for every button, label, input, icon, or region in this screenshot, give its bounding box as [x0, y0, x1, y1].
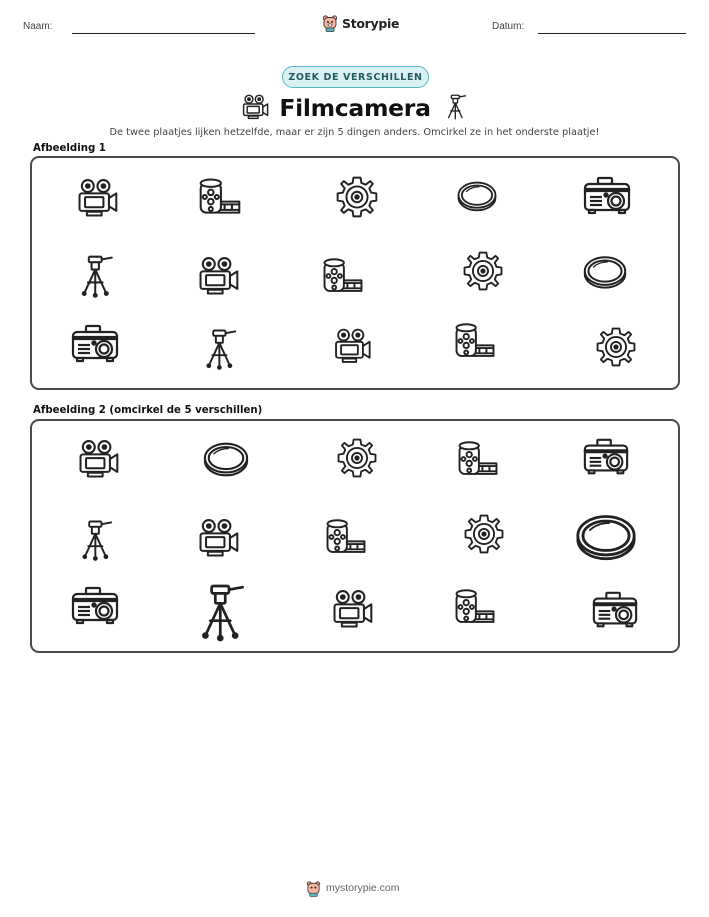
film-reel-icon — [197, 174, 243, 220]
movie-camera-icon — [240, 92, 270, 122]
panel-1-label: Afbeelding 1 — [33, 143, 106, 154]
film-reel-icon — [453, 319, 497, 363]
lens-icon[interactable] — [574, 505, 638, 569]
activity-badge: ZOEK DE VERSCHILLEN — [282, 66, 429, 88]
film-reel-icon[interactable] — [324, 515, 368, 559]
brand-logo — [322, 13, 399, 33]
date-line[interactable] — [538, 33, 686, 34]
movie-camera-icon — [195, 253, 241, 299]
brand-name: Storypie — [342, 15, 400, 31]
projector-icon — [582, 172, 632, 222]
name-label: Naam: — [23, 21, 53, 32]
storypie-mascot-icon — [322, 14, 338, 32]
film-reel-icon[interactable] — [453, 585, 497, 629]
lens-icon[interactable] — [202, 435, 250, 483]
lens-icon — [582, 249, 628, 295]
film-reel-icon — [321, 254, 365, 298]
date-label: Datum: — [492, 21, 525, 32]
tripod-icon — [75, 253, 121, 299]
gear-icon — [595, 326, 637, 368]
name-line[interactable] — [72, 33, 255, 34]
page-title: Filmcamera — [279, 94, 431, 122]
gear-icon — [335, 175, 379, 219]
projector-icon[interactable] — [70, 582, 120, 632]
projector-icon[interactable] — [582, 434, 630, 482]
movie-camera-icon — [74, 175, 120, 221]
gear-icon[interactable] — [336, 437, 378, 479]
projector-icon[interactable] — [591, 587, 639, 635]
projector-icon — [70, 320, 120, 370]
movie-camera-icon — [331, 325, 373, 367]
tripod-icon[interactable] — [193, 581, 255, 643]
footer — [306, 878, 400, 898]
gear-icon[interactable] — [463, 513, 505, 555]
instructions: De twee plaatjes lijken hetzelfde, maar er zijn 5 dingen anders. Omcirkel ze in het onderste plaatje! — [109, 127, 600, 138]
storypie-mascot-icon — [306, 880, 321, 897]
movie-camera-icon[interactable] — [329, 586, 375, 632]
gear-icon — [462, 250, 504, 292]
lens-icon — [456, 175, 498, 217]
movie-camera-icon[interactable] — [195, 515, 241, 561]
tripod-icon — [443, 92, 471, 122]
tripod-icon — [200, 327, 244, 371]
tripod-icon[interactable] — [76, 518, 120, 562]
panel-2-label: Afbeelding 2 (omcirkel de 5 verschillen) — [33, 405, 263, 416]
footer-url: mystorypie.com — [326, 882, 400, 894]
movie-camera-icon[interactable] — [75, 436, 121, 482]
film-reel-icon[interactable] — [456, 437, 500, 481]
